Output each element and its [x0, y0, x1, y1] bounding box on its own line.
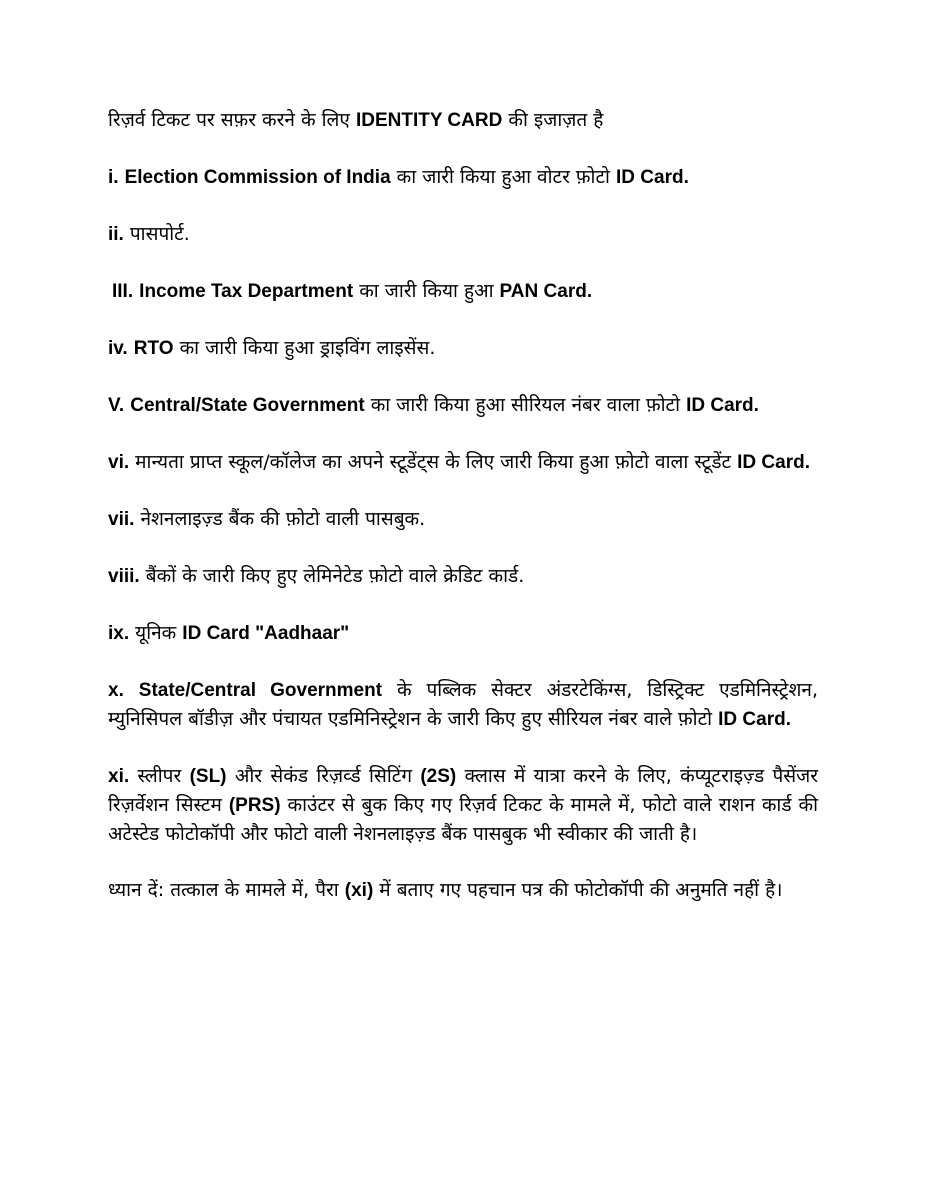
- list-item-v: [108, 391, 818, 420]
- list-item-xi: [108, 762, 818, 848]
- item-number: vi.: [108, 452, 130, 473]
- item-bold-text-2s: (2S): [420, 766, 457, 787]
- item-bold-text-sl: (SL): [189, 766, 227, 787]
- note-paragraph: [108, 876, 818, 905]
- item-text: नेशनलाइज़्ड बैंक की फ़ोटो वाली पासबुक.: [140, 508, 426, 530]
- item-text: का जारी किया हुआ सीरियल नंबर वाला फ़ोटो: [364, 394, 687, 416]
- list-item-iv: [108, 334, 818, 363]
- list-item-i: [108, 163, 818, 192]
- item-text: का जारी किया हुआ वोटर फ़ोटो: [390, 166, 617, 188]
- list-item-x: [108, 676, 818, 734]
- item-text-3: क्लास में यात्रा करने के लिए, कंप्यूटराइज़्ड पैसेंजर रिज़र्वेशन सिस्टम: [108, 765, 818, 816]
- document-heading: [108, 106, 818, 135]
- item-bold-text-end: ID Card.: [737, 452, 810, 473]
- heading-text: रिज़र्व टिकट पर सफ़र करने के लिए: [108, 109, 356, 131]
- note-bold-text: (xi): [344, 880, 374, 901]
- item-bold-text: Election Commission of India: [124, 167, 391, 188]
- list-item-vi: [108, 448, 818, 477]
- list-item-ix: [108, 619, 818, 648]
- item-bold-text-end: PAN Card.: [499, 281, 593, 302]
- list-item-viii: [108, 562, 818, 591]
- item-number: ii.: [108, 224, 124, 245]
- item-bold-text-end: ID Card.: [686, 395, 759, 416]
- item-bold-text-end: ID Card.: [718, 709, 791, 730]
- item-number: xi.: [108, 766, 130, 787]
- item-text: बैंकों के जारी किए हुए लेमिनेटेड फ़ोटो वाले क्रेडिट कार्ड.: [145, 565, 525, 587]
- item-bold-text: Income Tax Department: [139, 281, 354, 302]
- item-bold-text: State/Central Government: [138, 680, 383, 701]
- item-text: का जारी किया हुआ: [353, 280, 500, 302]
- document-body: [108, 106, 818, 933]
- item-text: के पब्लिक सेक्टर अंडरटेकिंग्स, डिस्ट्रिक्ट एडमिनिस्ट्रेशन, म्युनिसिपल बॉडीज़ और पंचायत एडमिनिस्ट्रेशन के जारी किए हुए सीरियल नंबर वाले फ़ोटो: [108, 679, 818, 730]
- item-text: का जारी किया हुआ ड्राइविंग लाइसेंस.: [173, 337, 436, 359]
- item-number: iv.: [108, 338, 128, 359]
- note-text-end: में बताए गए पहचान पत्र की फोटोकॉपी की अनुमति नहीं है।: [373, 879, 783, 901]
- item-number: vii.: [108, 509, 135, 530]
- heading-bold-text: IDENTITY CARD: [355, 110, 503, 131]
- note-text: ध्यान दें: तत्काल के मामले में, पैरा: [108, 879, 345, 901]
- item-bold-text-end: ID Card.: [616, 167, 689, 188]
- item-number: V.: [108, 395, 125, 416]
- item-text: यूनिक: [135, 622, 183, 644]
- item-number: ix.: [108, 623, 130, 644]
- item-text-4: काउंटर से बुक किए गए रिज़र्व टिकट के मामले में, फोटो वाले राशन कार्ड की अटेस्टेड फोटोकॉपी और फोटो वाली नेशनलाइज़्ड बैंक पासबुक भी स्वीकार की जाती है।: [108, 794, 818, 845]
- item-text: पासपोर्ट.: [129, 223, 190, 245]
- heading-text-end: की इजाज़त है: [502, 109, 604, 131]
- item-bold-text-end: ID Card "Aadhaar": [182, 623, 350, 644]
- item-number: viii.: [108, 566, 140, 587]
- item-number: i.: [108, 167, 119, 188]
- item-bold-text: Central/State Government: [130, 395, 365, 416]
- list-item-vii: [108, 505, 818, 534]
- list-item-ii: [108, 220, 818, 249]
- list-item-iii: [108, 277, 818, 306]
- item-text-2: और सेकंड रिज़र्व्ड सिटिंग: [226, 765, 421, 787]
- item-number: III.: [112, 281, 134, 302]
- item-number: x.: [108, 680, 124, 701]
- item-text: मान्यता प्राप्त स्कूल/कॉलेज का अपने स्टूडेंट्स के लिए जारी किया हुआ फ़ोटो वाला स्टूडेंट: [135, 451, 738, 473]
- item-bold-text-prs: (PRS): [228, 795, 281, 816]
- item-bold-text: RTO: [133, 338, 174, 359]
- item-text: स्लीपर: [129, 765, 190, 787]
